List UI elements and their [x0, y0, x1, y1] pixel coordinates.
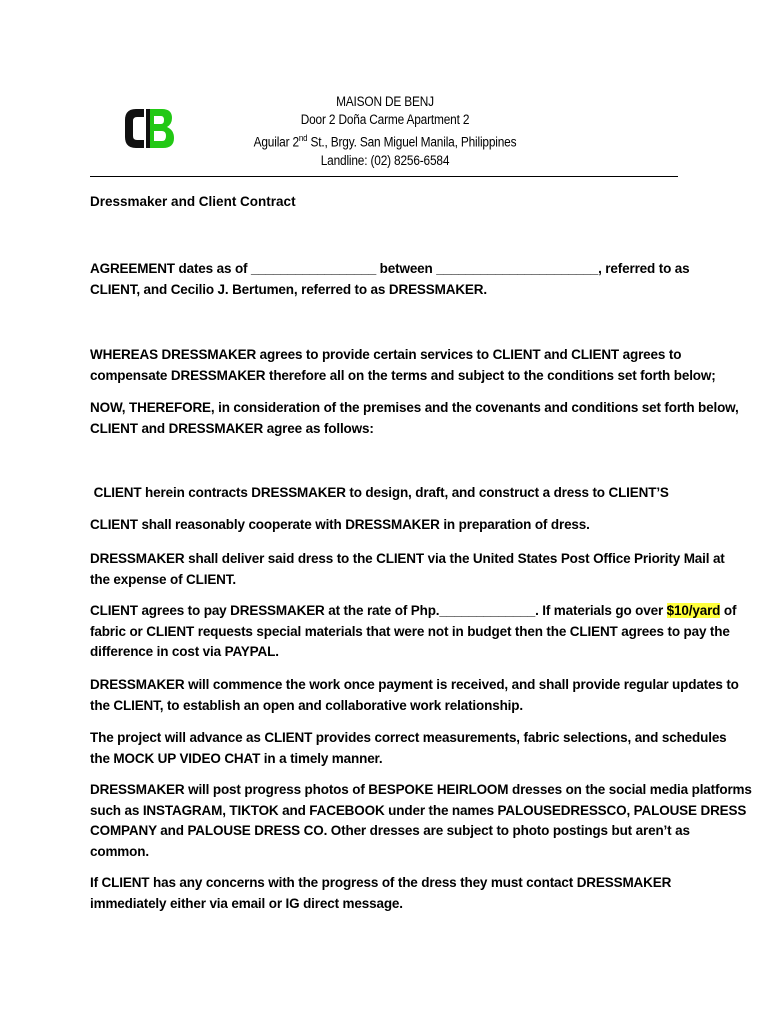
clause-pay-line-3: difference in cost via PAYPAL.	[90, 644, 279, 659]
landline: Landline: (02) 8256-6584	[320, 152, 450, 168]
clause-pay-line-2: fabric or CLIENT requests special materials that were not in budget then the CLIENT agrees to pay the	[90, 623, 730, 639]
now-therefore-paragraph	[90, 398, 739, 439]
clause-advance-line-1: The project will advance as CLIENT provides correct measurements, fabric selections, and schedules	[90, 730, 727, 745]
company-logo	[92, 97, 202, 159]
clause-cooperate	[90, 515, 690, 536]
address-line-1: Door 2 Doña Carme Apartment 2	[300, 112, 470, 127]
agreement-line-1: AGREEMENT dates as of _________________ between ______________________, referred to as	[90, 261, 690, 276]
clause-pay-line-1	[90, 601, 737, 622]
whereas-line-2: compensate DRESSMAKER therefore all on the terms and subject to the conditions set forth below;	[90, 367, 716, 383]
clause-advance	[90, 728, 727, 769]
now-therefore-line-1: NOW, THEREFORE, in consideration of the premises and the covenants and conditions set forth below,	[90, 400, 739, 415]
clause-concerns	[90, 873, 690, 914]
clause-pay-line-1-pre: CLIENT agrees to pay DRESSMAKER at the rate of Php._____________. If materials go over	[90, 603, 667, 618]
clause-design-line: CLIENT herein contracts DRESSMAKER to design, draft, and construct a dress to CLIENT’S	[90, 485, 669, 500]
clause-cooperate-line: CLIENT shall reasonably cooperate with DRESSMAKER in preparation of dress.	[90, 517, 590, 532]
whereas-paragraph	[90, 345, 716, 386]
address-line-2-pre: Aguilar 2	[253, 134, 299, 150]
clause-photos	[90, 780, 752, 862]
clause-photos-line-3: COMPANY and PALOUSE DRESS CO. Other dresses are subject to photo postings but aren’t as	[90, 823, 690, 838]
clause-concerns-line-1: If CLIENT has any concerns with the progress of the dress they must contact DRESSMAKER	[90, 875, 672, 890]
clause-advance-line-2: the MOCK UP VIDEO CHAT in a timely manner.	[90, 750, 383, 766]
rate-highlight: $10/yard	[666, 603, 721, 618]
letterhead	[249, 93, 522, 170]
clause-photos-line-2: such as INSTAGRAM, TIKTOK and FACEBOOK under the names PALOUSEDRESSCO, PALOUSE DRESS	[90, 802, 747, 818]
clause-commence	[90, 675, 739, 716]
clause-photos-line-4: common.	[90, 843, 149, 859]
address-line-2-sup: nd	[298, 133, 308, 143]
clause-concerns-line-2: immediately either via email or IG direct message.	[90, 895, 403, 911]
agreement-paragraph	[90, 259, 690, 300]
address-line-2-post: St., Brgy. San Miguel Manila, Philippines	[307, 134, 517, 150]
header-divider	[90, 176, 678, 177]
clause-deliver-line-2: the expense of CLIENT.	[90, 571, 236, 587]
clause-pay-line-1-post: of	[720, 603, 737, 618]
company-name: MAISON DE BENJ	[336, 94, 434, 109]
now-therefore-line-2: CLIENT and DRESSMAKER agree as follows:	[90, 420, 374, 436]
address-line-2	[249, 129, 522, 152]
clause-commence-line-1: DRESSMAKER will commence the work once payment is received, and shall provide regular updates to	[90, 677, 739, 692]
clause-commence-line-2: the CLIENT, to establish an open and collaborative work relationship.	[90, 697, 523, 713]
document-title: Dressmaker and Client Contract	[90, 194, 296, 209]
clause-pay	[90, 601, 737, 663]
clause-deliver	[90, 549, 725, 590]
agreement-line-2: CLIENT, and Cecilio J. Bertumen, referred to as DRESSMAKER.	[90, 281, 487, 297]
clause-photos-line-1: DRESSMAKER will post progress photos of BESPOKE HEIRLOOM dresses on the social media platforms	[90, 782, 752, 797]
clause-design	[90, 483, 690, 504]
clause-deliver-line-1: DRESSMAKER shall deliver said dress to the CLIENT via the United States Post Office Priority Mail at	[90, 551, 725, 566]
whereas-line-1: WHEREAS DRESSMAKER agrees to provide certain services to CLIENT and CLIENT agrees to	[90, 347, 682, 362]
